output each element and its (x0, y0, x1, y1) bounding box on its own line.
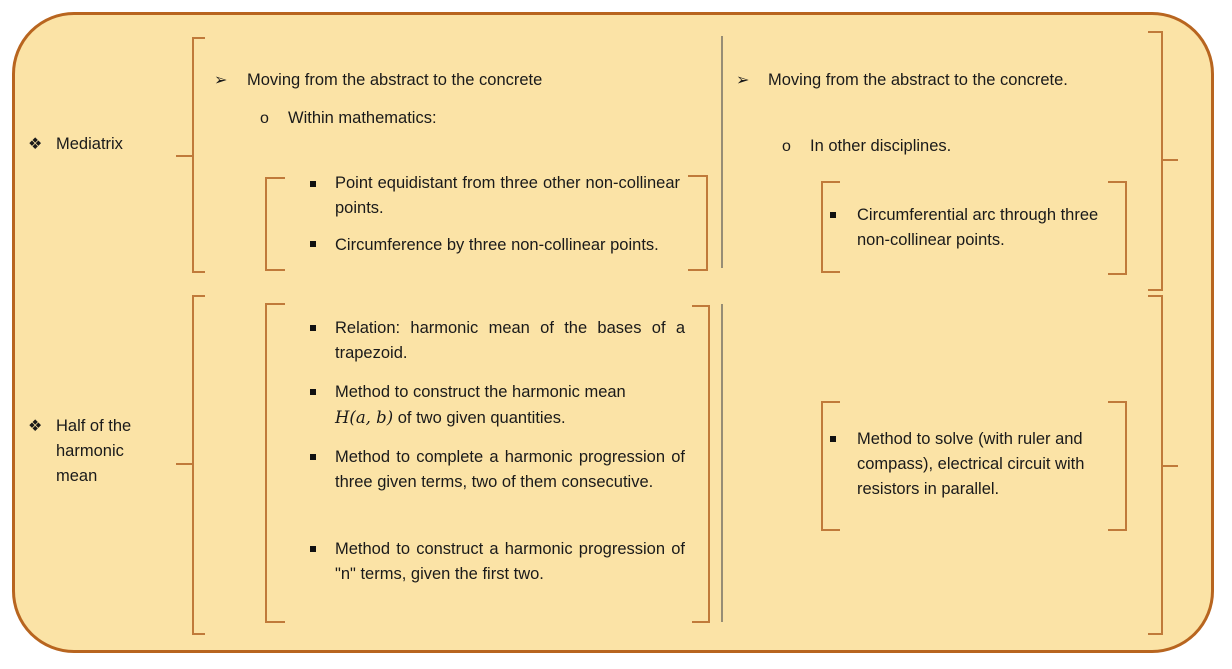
heading-abstract-concrete-right: Moving from the abstract to the concrete. (768, 71, 1068, 89)
row-label-mediatrix: Mediatrix (56, 135, 123, 153)
arrow-bullet-icon: ➢ (214, 72, 228, 89)
square-bullet-icon (310, 181, 316, 187)
item-electrical-circuit: Method to solve (with ruler and compass), electrical circuit with resistors in parallel. (857, 430, 1085, 498)
item-construct-progression: Method to construct a harmonic progression of "n" terms, given the first two. (335, 540, 685, 583)
square-bullet-icon (310, 389, 316, 395)
diamond-bullet-icon: ❖ (28, 136, 43, 153)
circle-bullet-icon: o (260, 110, 269, 127)
item-circumference: Circumference by three non-collinear points. (335, 236, 659, 254)
square-bullet-icon (310, 454, 316, 460)
item-circumferential-arc: Circumferential arc through three non-collinear points. (857, 206, 1099, 249)
item-complete-progression: Method to complete a harmonic progression of three given terms, two of them consecutive. (335, 448, 685, 491)
circle-bullet-icon: o (782, 138, 791, 155)
heading-abstract-concrete-left: Moving from the abstract to the concrete (247, 71, 543, 89)
square-bullet-icon (310, 325, 316, 331)
sub-other-disciplines: In other disciplines. (810, 137, 952, 155)
row-label-harmonic: Half of the harmonic mean (56, 417, 132, 485)
item-construct-text-end: of two given quantities. (393, 409, 566, 427)
square-bullet-icon (830, 212, 836, 218)
item-construct-text: Method to construct the harmonic mean (335, 383, 626, 401)
square-bullet-icon (310, 241, 316, 247)
square-bullet-icon (310, 546, 316, 552)
arrow-bullet-icon: ➢ (736, 72, 750, 89)
item-point-equidistant: Point equidistant from three other non-collinear points. (335, 174, 680, 217)
sub-within-mathematics: Within mathematics: (288, 109, 437, 127)
item-construct-harmonic-mean (335, 380, 685, 431)
square-bullet-icon (830, 436, 836, 442)
diamond-bullet-icon: ❖ (28, 418, 43, 435)
math-h-a-b: H(a, b) (335, 408, 394, 427)
item-relation-trapezoid: Relation: harmonic mean of the bases of a trapezoid. (335, 319, 685, 362)
